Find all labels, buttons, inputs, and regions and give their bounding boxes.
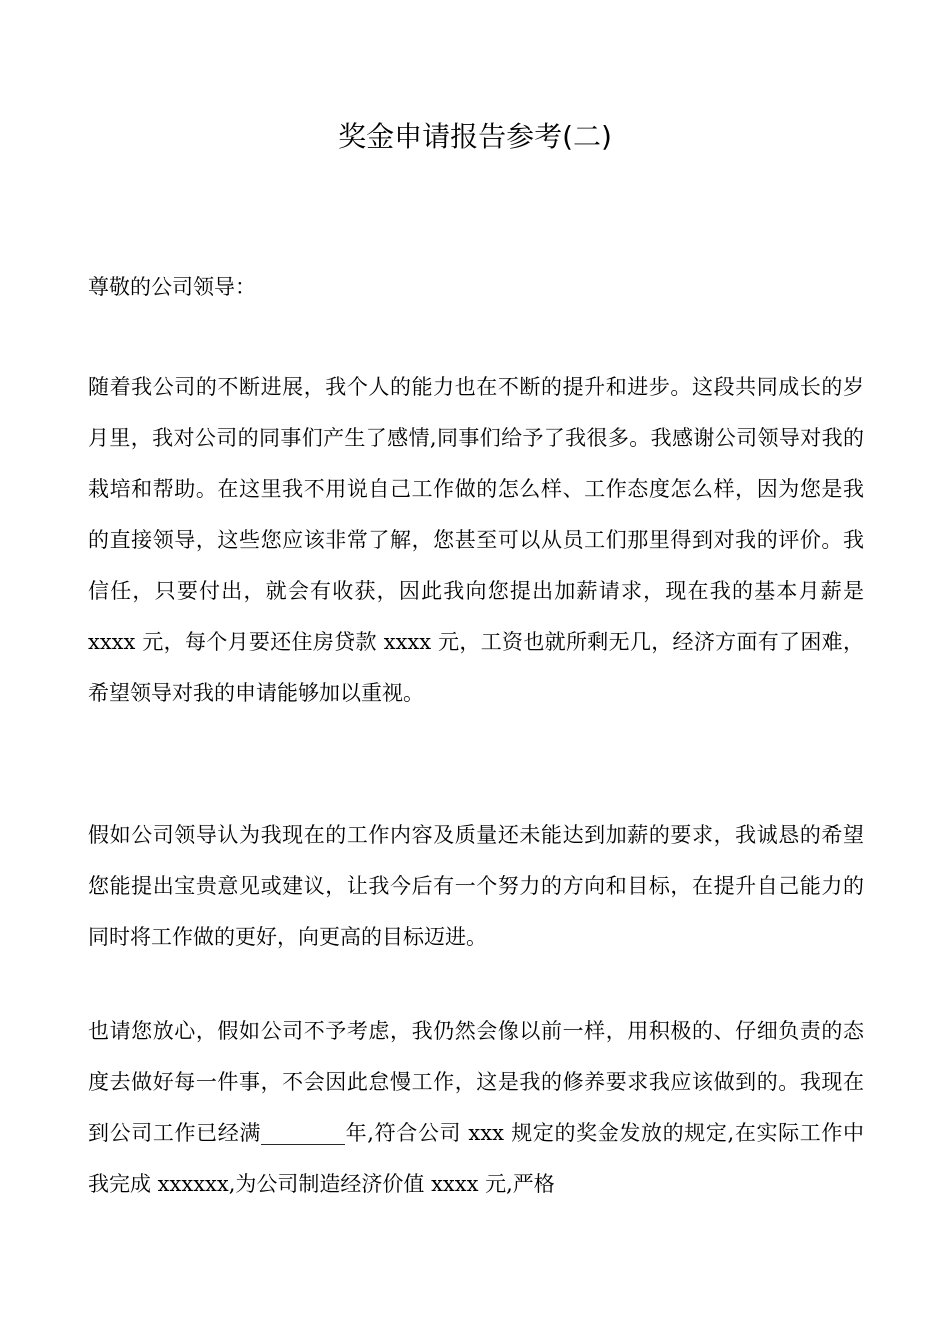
paragraph-2: 假如公司领导认为我现在的工作内容及质量还未能达到加薪的要求，我诚恳的希望您能提出宝贵意见或建议，让我今后有一个努力的方向和目标，在提升自己能力的同时将工作做的更好，向更高的目标迈进。 [88, 823, 864, 949]
paragraph-1: 随着我公司的不断进展，我个人的能力也在不断的提升和进步。这段共同成长的岁月里，我对公司的同事们产生了感情,同事们给予了我很多。我感谢公司领导对我的栽培和帮助。在这里我不用说自己工作做的怎么样、工作态度怎么样，因为您是我的直接领导，这些您应该非常了解，您甚至可以从员工们那里得到对我的评价。我信任，只要付出，就会有收获，因此我向您提出加薪请求，现在我的基本月薪是 xxxx 元，每个月要还住房贷款 xxxx 元，工资也就所剩无几，经济方面有了困难，希望领导对我的申请能够加以重视。 [88, 375, 864, 705]
paragraph-3: 也请您放心，假如公司不予考虑，我仍然会像以前一样，用积极的、仔细负责的态度去做好每一件事，不会因此怠慢工作，这是我的修养要求我应该做到的。我现在到公司工作已经满________年,符合公司 xxx 规定的奖金发放的规定,在实际工作中我完成 xxxxxx,为公司制造经济价值 xxxx 元,严格 [88, 1019, 864, 1196]
document-title: 奖金申请报告参考(二) [338, 120, 612, 153]
salutation: 尊敬的公司领导： [88, 275, 256, 299]
